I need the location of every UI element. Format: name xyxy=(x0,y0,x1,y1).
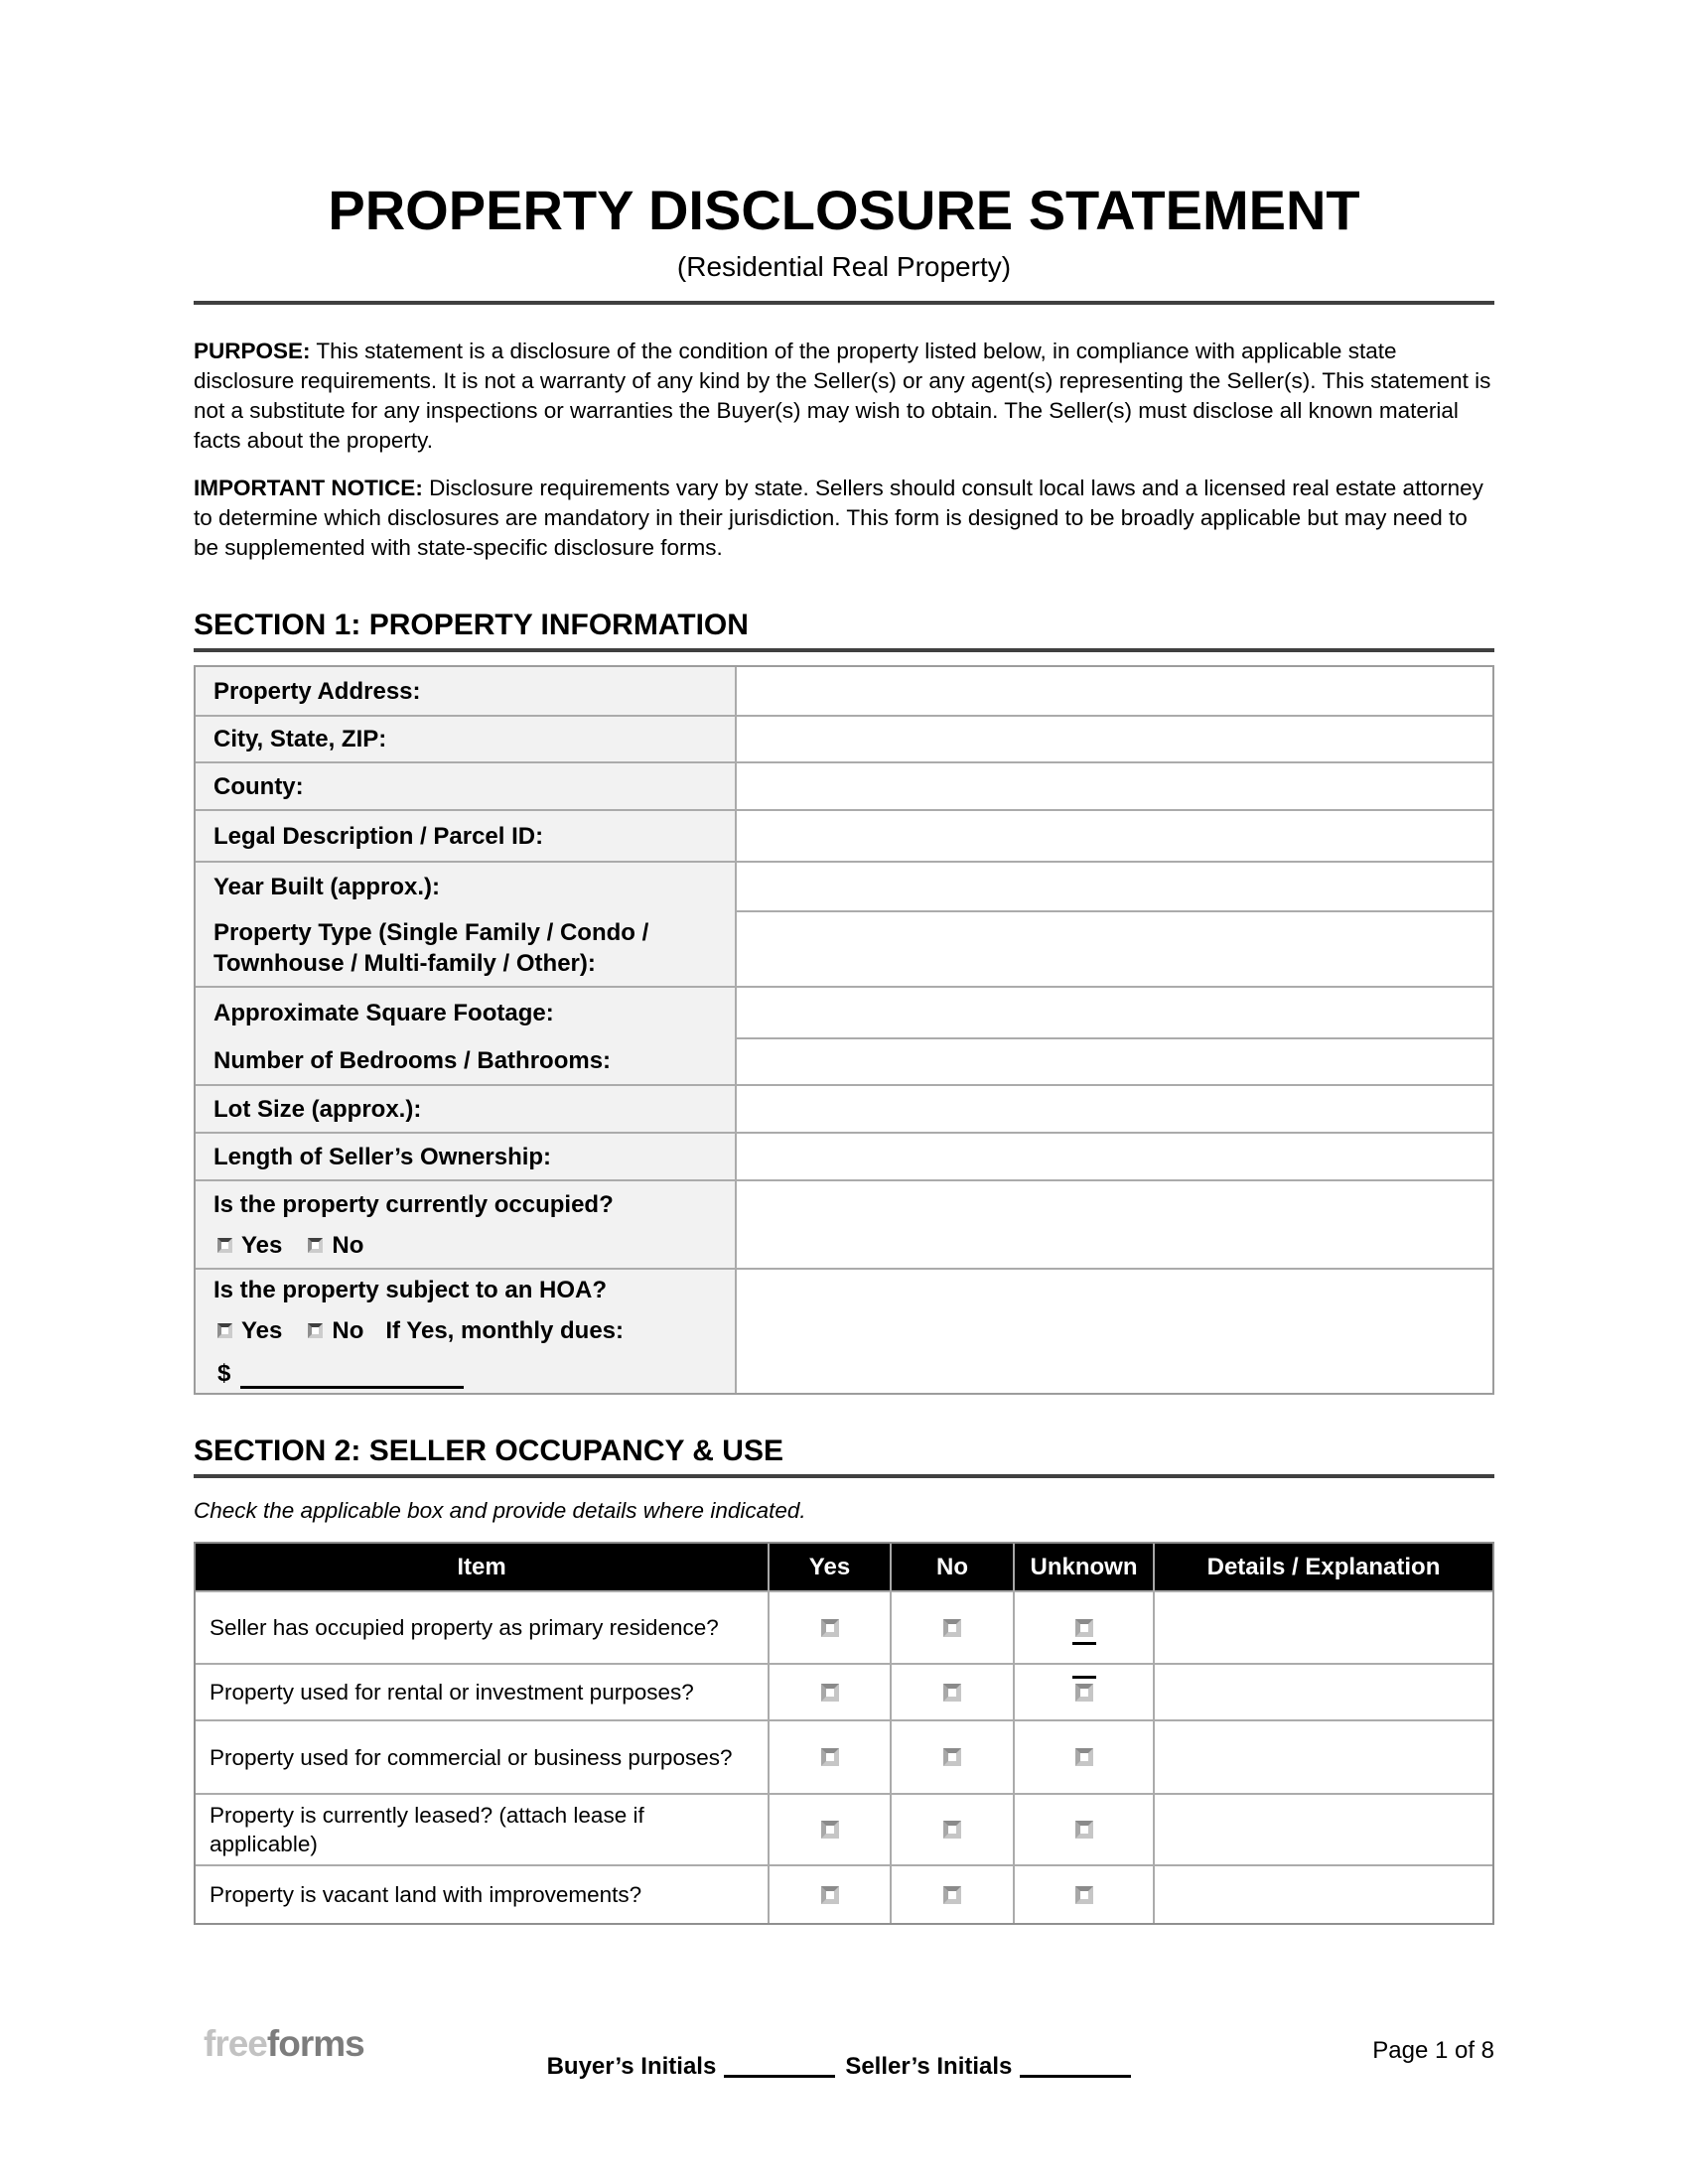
hoa-value-cell[interactable] xyxy=(737,1268,1492,1393)
primary-residence-yes-cell xyxy=(770,1590,892,1663)
rental-investment-yes-checkbox[interactable] xyxy=(821,1684,839,1702)
commercial-business-item: Property used for commercial or business purposes? xyxy=(196,1719,770,1793)
occupied-value-cell[interactable] xyxy=(737,1179,1492,1268)
bedrooms-bathrooms-label: Number of Bedrooms / Bathrooms: xyxy=(196,1037,737,1084)
primary-residence-yes-checkbox[interactable] xyxy=(821,1619,839,1637)
commercial-business-yes-cell xyxy=(770,1719,892,1793)
sellers-initials-label: Seller’s Initials xyxy=(845,2053,1013,2080)
property-type-label: Property Type (Single Family / Condo / Townhouse / Multi-family / Other): xyxy=(196,910,737,986)
column-header-yes: Yes xyxy=(770,1544,892,1590)
city-state-zip-value-cell[interactable] xyxy=(737,715,1492,761)
title-divider xyxy=(194,301,1494,305)
hoa-question-label: Is the property subject to an HOA? xyxy=(213,1276,608,1303)
occupancy-use-table xyxy=(194,1542,1494,1925)
section2-divider xyxy=(194,1474,1494,1478)
primary-residence-unknown-cell xyxy=(1015,1590,1155,1663)
buyers-initials-blank[interactable] xyxy=(724,2074,835,2078)
year-built-label: Year Built (approx.): xyxy=(196,861,737,910)
section1-heading: SECTION 1: PROPERTY INFORMATION xyxy=(194,609,749,641)
property-address-label: Property Address: xyxy=(196,667,737,715)
column-header-item: Item xyxy=(196,1544,770,1590)
primary-residence-no-cell xyxy=(892,1590,1015,1663)
currently-leased-unknown-cell xyxy=(1015,1793,1155,1864)
vacant-land-no-checkbox[interactable] xyxy=(943,1886,961,1904)
vacant-land-yes-cell xyxy=(770,1864,892,1923)
commercial-business-unknown-cell xyxy=(1015,1719,1155,1793)
rental-investment-no-checkbox[interactable] xyxy=(943,1684,961,1702)
notice-paragraph xyxy=(194,474,1494,563)
rental-investment-unknown-cell xyxy=(1015,1663,1155,1719)
commercial-business-no-checkbox[interactable] xyxy=(943,1748,961,1766)
currently-leased-yes-checkbox[interactable] xyxy=(821,1821,839,1839)
ownership-length-label: Length of Seller’s Ownership: xyxy=(196,1132,737,1179)
currency-symbol: $ xyxy=(217,1359,231,1387)
lot-size-value-cell[interactable] xyxy=(737,1084,1492,1132)
occupied-question-label: Is the property currently occupied? xyxy=(213,1190,614,1218)
notice-label: IMPORTANT NOTICE: xyxy=(194,476,423,500)
hoa-yes-checkbox[interactable] xyxy=(217,1323,232,1338)
primary-residence-item: Seller has occupied property as primary residence? xyxy=(196,1590,770,1663)
column-header-details: Details / Explanation xyxy=(1155,1544,1492,1590)
initials-line xyxy=(194,2053,1494,2081)
square-footage-label: Approximate Square Footage: xyxy=(196,986,737,1037)
section1-divider xyxy=(194,648,1494,652)
legal-description-parcel-id-label: Legal Description / Parcel ID: xyxy=(196,809,737,861)
column-header-no: No xyxy=(892,1544,1015,1590)
commercial-business-details-cell[interactable] xyxy=(1155,1719,1492,1793)
occupied-yes-checkbox[interactable] xyxy=(217,1238,232,1253)
vacant-land-item: Property is vacant land with improvements? xyxy=(196,1864,770,1923)
rental-investment-item: Property used for rental or investment purposes? xyxy=(196,1663,770,1719)
purpose-paragraph xyxy=(194,337,1494,456)
county-label: County: xyxy=(196,761,737,809)
property-type-value-cell[interactable] xyxy=(737,910,1492,986)
rental-investment-details-cell[interactable] xyxy=(1155,1663,1492,1719)
purpose-label: PURPOSE: xyxy=(194,339,311,363)
currently-leased-no-checkbox[interactable] xyxy=(943,1821,961,1839)
square-footage-value-cell[interactable] xyxy=(737,986,1492,1037)
rental-investment-unknown-checkbox[interactable] xyxy=(1075,1684,1093,1702)
hoa-question-cell xyxy=(196,1268,737,1393)
ownership-length-value-cell[interactable] xyxy=(737,1132,1492,1179)
sellers-initials-blank[interactable] xyxy=(1020,2074,1131,2078)
vacant-land-unknown-checkbox[interactable] xyxy=(1075,1886,1093,1904)
currently-leased-unknown-checkbox[interactable] xyxy=(1075,1821,1093,1839)
commercial-business-no-cell xyxy=(892,1719,1015,1793)
vacant-land-unknown-cell xyxy=(1015,1864,1155,1923)
vacant-land-no-cell xyxy=(892,1864,1015,1923)
primary-residence-unknown-checkbox[interactable] xyxy=(1075,1619,1093,1637)
year-built-value-cell[interactable] xyxy=(737,861,1492,910)
city-state-zip-label: City, State, ZIP: xyxy=(196,715,737,761)
occupied-no-checkbox[interactable] xyxy=(308,1238,323,1253)
currently-leased-no-cell xyxy=(892,1793,1015,1864)
lot-size-label: Lot Size (approx.): xyxy=(196,1084,737,1132)
currently-leased-item: Property is currently leased? (attach lease if applicable) xyxy=(196,1793,770,1864)
section2-instruction: Check the applicable box and provide details where indicated. xyxy=(194,1498,806,1523)
county-value-cell[interactable] xyxy=(737,761,1492,809)
hoa-yes-label: Yes xyxy=(241,1316,283,1344)
currently-leased-details-cell[interactable] xyxy=(1155,1793,1492,1864)
hoa-no-label: No xyxy=(332,1316,364,1344)
vacant-land-yes-checkbox[interactable] xyxy=(821,1886,839,1904)
column-header-unknown: Unknown xyxy=(1015,1544,1155,1590)
primary-residence-details-cell[interactable] xyxy=(1155,1590,1492,1663)
commercial-business-unknown-checkbox[interactable] xyxy=(1075,1748,1093,1766)
hoa-no-checkbox[interactable] xyxy=(308,1323,323,1338)
page-number: Page 1 of 8 xyxy=(1372,2037,1494,2064)
commercial-business-yes-checkbox[interactable] xyxy=(821,1748,839,1766)
notice-text: Disclosure requirements vary by state. Sellers should consult local laws and a licensed real estate attorney to determine which disclosures are mandatory in their jurisdiction. This form is designed to be broadly applicable but may need to be supplemented with state-specific disclosure forms. xyxy=(194,476,1483,560)
hoa-dues-label: If Yes, monthly dues: xyxy=(385,1316,625,1344)
property-address-value-cell[interactable] xyxy=(737,667,1492,715)
occupied-no-label: No xyxy=(332,1231,364,1259)
rental-investment-yes-cell xyxy=(770,1663,892,1719)
purpose-text: This statement is a disclosure of the condition of the property listed below, in compliance with applicable state disclosure requirements. It is not a warranty of any kind by the Seller(s) or any agent(s) representing the Seller(s). This statement is not a substitute for any inspections or warranties the Buyer(s) may wish to obtain. The Seller(s) must disclose all known material facts about the property. xyxy=(194,339,1491,453)
logo-forms-text: forms xyxy=(266,2023,364,2064)
logo-free-text: free xyxy=(204,2023,267,2064)
section2-heading: SECTION 2: SELLER OCCUPANCY & USE xyxy=(194,1434,783,1467)
page-subtitle: (Residential Real Property) xyxy=(676,251,1012,282)
vacant-land-details-cell[interactable] xyxy=(1155,1864,1492,1923)
property-information-table xyxy=(194,665,1494,1395)
occupied-question-cell xyxy=(196,1179,737,1268)
page-title: PROPERTY DISCLOSURE STATEMENT xyxy=(328,179,1360,241)
bedrooms-bathrooms-value-cell[interactable] xyxy=(737,1037,1492,1084)
buyers-initials-label: Buyer’s Initials xyxy=(546,2053,717,2080)
primary-residence-no-checkbox[interactable] xyxy=(943,1619,961,1637)
legal-description-parcel-id-value-cell[interactable] xyxy=(737,809,1492,861)
occupied-yes-label: Yes xyxy=(241,1231,283,1259)
currently-leased-yes-cell xyxy=(770,1793,892,1864)
hoa-dues-blank[interactable] xyxy=(240,1360,464,1389)
rental-investment-no-cell xyxy=(892,1663,1015,1719)
